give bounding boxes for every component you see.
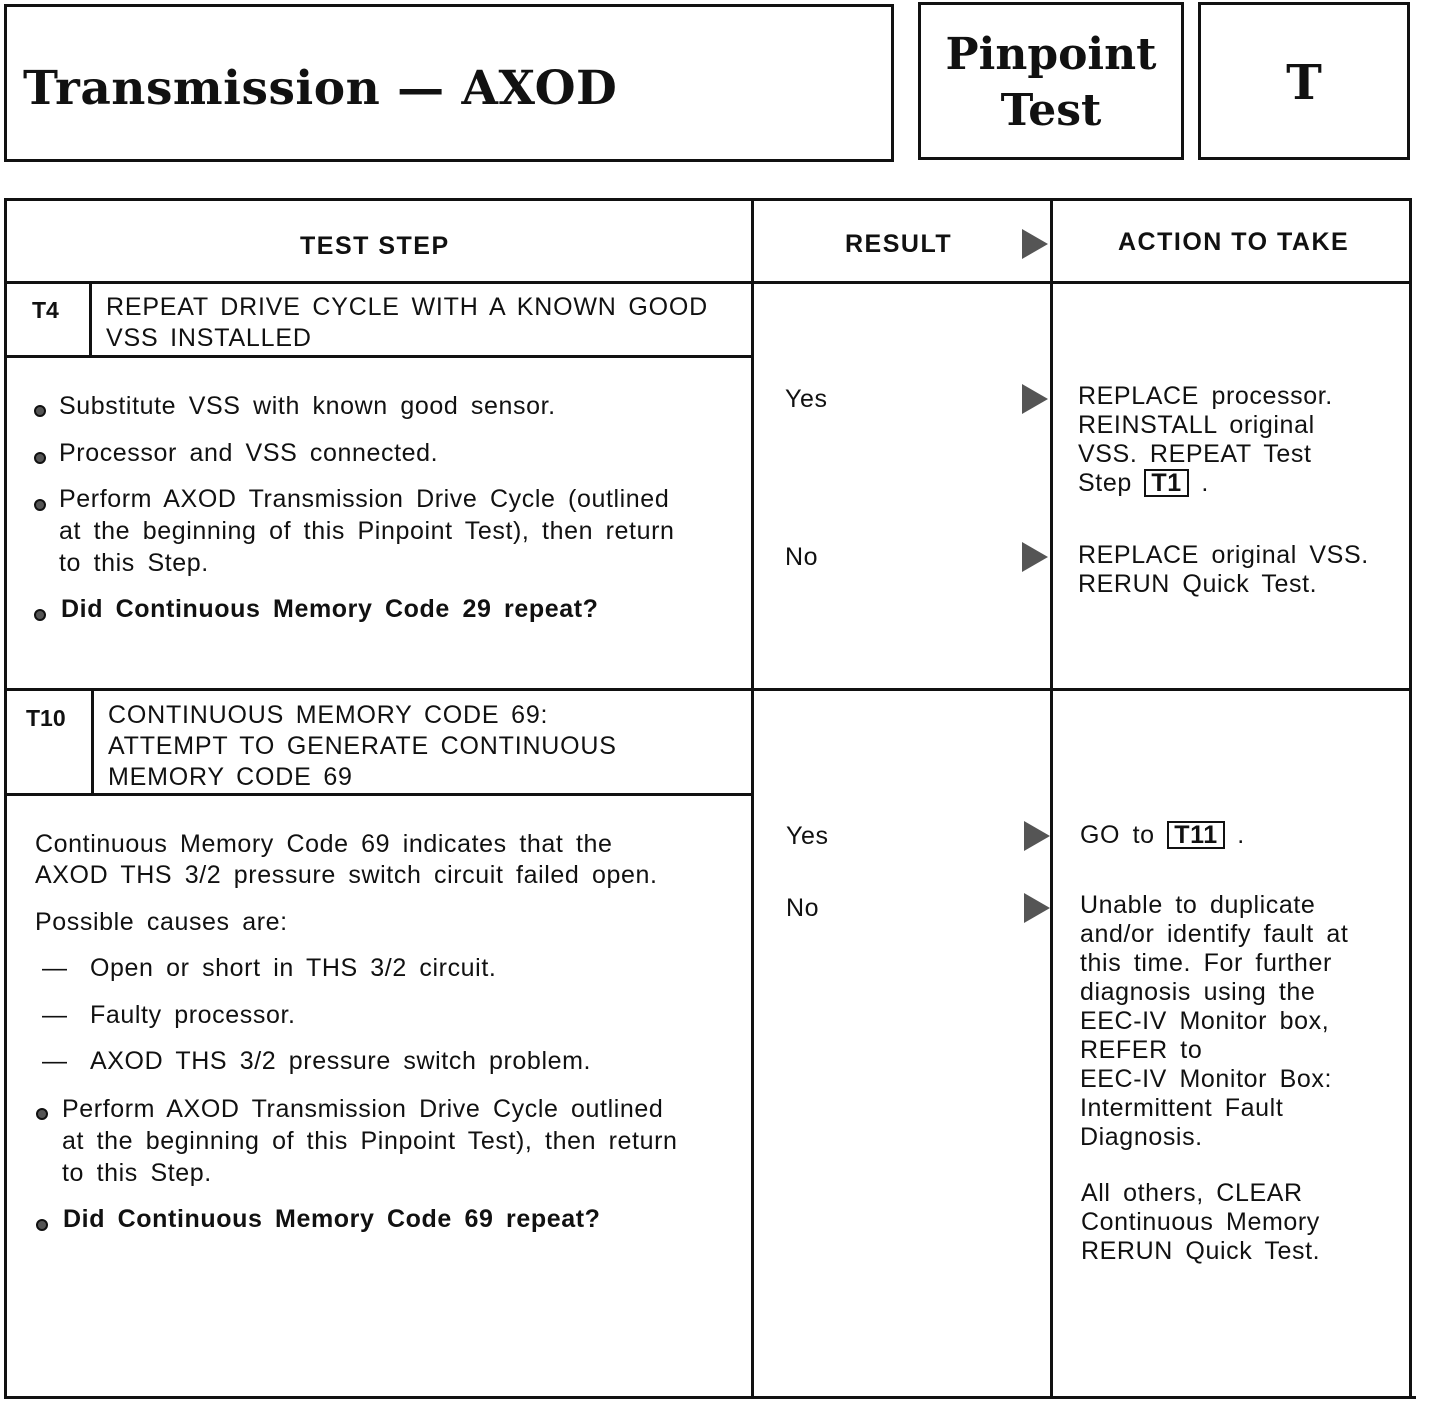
- action-yes: REPLACE processor. REINSTALL original VSS. REPEAT Test Step T1 .: [1078, 382, 1333, 497]
- bullet-icon: [36, 1108, 48, 1120]
- pinpoint-test-label: [921, 27, 1181, 139]
- action-all-others: All others, CLEAR Continuous Memory RERUN Quick Test.: [1081, 1179, 1321, 1265]
- step-title: REPEAT DRIVE CYCLE WITH A KNOWN GOOD VSS INSTALLED: [106, 293, 708, 352]
- column-divider-2: [1050, 198, 1053, 1399]
- row-divider: [4, 688, 1412, 691]
- dash-icon: —: [42, 1047, 67, 1075]
- page-title: Transmission — AXOD: [23, 61, 618, 116]
- result-arrow-icon: [1022, 542, 1048, 572]
- table-border-right: [1409, 198, 1412, 1399]
- result-arrow-icon: [1022, 384, 1048, 414]
- result-no: No: [785, 543, 819, 571]
- step-id: T4: [32, 297, 59, 323]
- table-border-left: [4, 198, 7, 1399]
- dash-icon: —: [42, 1001, 67, 1029]
- action-no: REPLACE original VSS. RERUN Quick Test.: [1078, 541, 1369, 598]
- step-instruction: to this Step.: [59, 549, 209, 577]
- causes-heading: Possible causes are:: [35, 908, 288, 936]
- bullet-icon: [34, 452, 46, 464]
- header-action: ACTION TO TAKE: [1118, 228, 1350, 256]
- dash-icon: —: [42, 954, 67, 982]
- section-letter: T: [1286, 55, 1322, 111]
- bullet-icon: [34, 405, 46, 417]
- step-id: T10: [26, 705, 66, 731]
- section-letter-box: [1198, 2, 1410, 160]
- pinpoint-test-box: [918, 2, 1184, 160]
- t4-id-divider: [89, 283, 92, 357]
- step-reference: T11: [1167, 821, 1225, 849]
- step-reference: T1: [1144, 469, 1188, 497]
- step-instruction: at the beginning of this Pinpoint Test), then return: [59, 517, 675, 545]
- cause-item: Faulty processor.: [90, 1001, 296, 1029]
- bullet-icon: [36, 1219, 48, 1231]
- t10-title-divider: [4, 793, 754, 796]
- bullet-icon: [34, 499, 46, 511]
- action-yes: GO to T11 .: [1080, 821, 1245, 849]
- title-box: [4, 4, 894, 162]
- step-instruction: Processor and VSS connected.: [59, 439, 439, 467]
- t10-id-divider: [91, 690, 94, 795]
- result-no: No: [786, 894, 820, 922]
- table-border-bottom: [4, 1396, 1416, 1399]
- step-question: Did Continuous Memory Code 29 repeat?: [61, 595, 599, 623]
- step-title: CONTINUOUS MEMORY CODE 69: ATTEMPT TO GENERATE CONTINUOUS MEMORY CODE 69: [108, 701, 617, 791]
- header-row-divider: [4, 281, 1412, 284]
- pinpoint-line-1: Pinpoint: [945, 29, 1157, 80]
- step-description: Continuous Memory Code 69 indicates that the AXOD THS 3/2 pressure switch circuit failed open.: [35, 830, 658, 889]
- result-yes: Yes: [786, 822, 829, 850]
- result-yes: Yes: [785, 385, 828, 413]
- action-no: Unable to duplicate and/or identify fault at this time. For further diagnosis using the EEC-IV Monitor box, REFER to EEC-IV Monitor Box: Intermittent Fault Diagnosis.: [1080, 891, 1349, 1151]
- pinpoint-line-2: Test: [1000, 85, 1102, 136]
- cause-item: Open or short in THS 3/2 circuit.: [90, 954, 497, 982]
- result-arrow-icon: [1024, 893, 1050, 923]
- step-instruction: Perform AXOD Transmission Drive Cycle (outlined: [59, 485, 670, 513]
- header-test-step: TEST STEP: [300, 232, 450, 260]
- step-instruction: Substitute VSS with known good sensor.: [59, 392, 556, 420]
- column-divider-1: [751, 198, 754, 1399]
- result-arrow-icon: [1022, 229, 1048, 259]
- t4-title-divider: [4, 355, 754, 358]
- header-result: RESULT: [845, 230, 953, 258]
- table-border-top: [4, 198, 1412, 201]
- step-question: Did Continuous Memory Code 69 repeat?: [63, 1205, 601, 1233]
- result-arrow-icon: [1024, 821, 1050, 851]
- cause-item: AXOD THS 3/2 pressure switch problem.: [90, 1047, 592, 1075]
- bullet-icon: [34, 609, 46, 621]
- step-instruction: Perform AXOD Transmission Drive Cycle outlined at the beginning of this Pinpoint Test), then return to this Step.: [62, 1095, 678, 1187]
